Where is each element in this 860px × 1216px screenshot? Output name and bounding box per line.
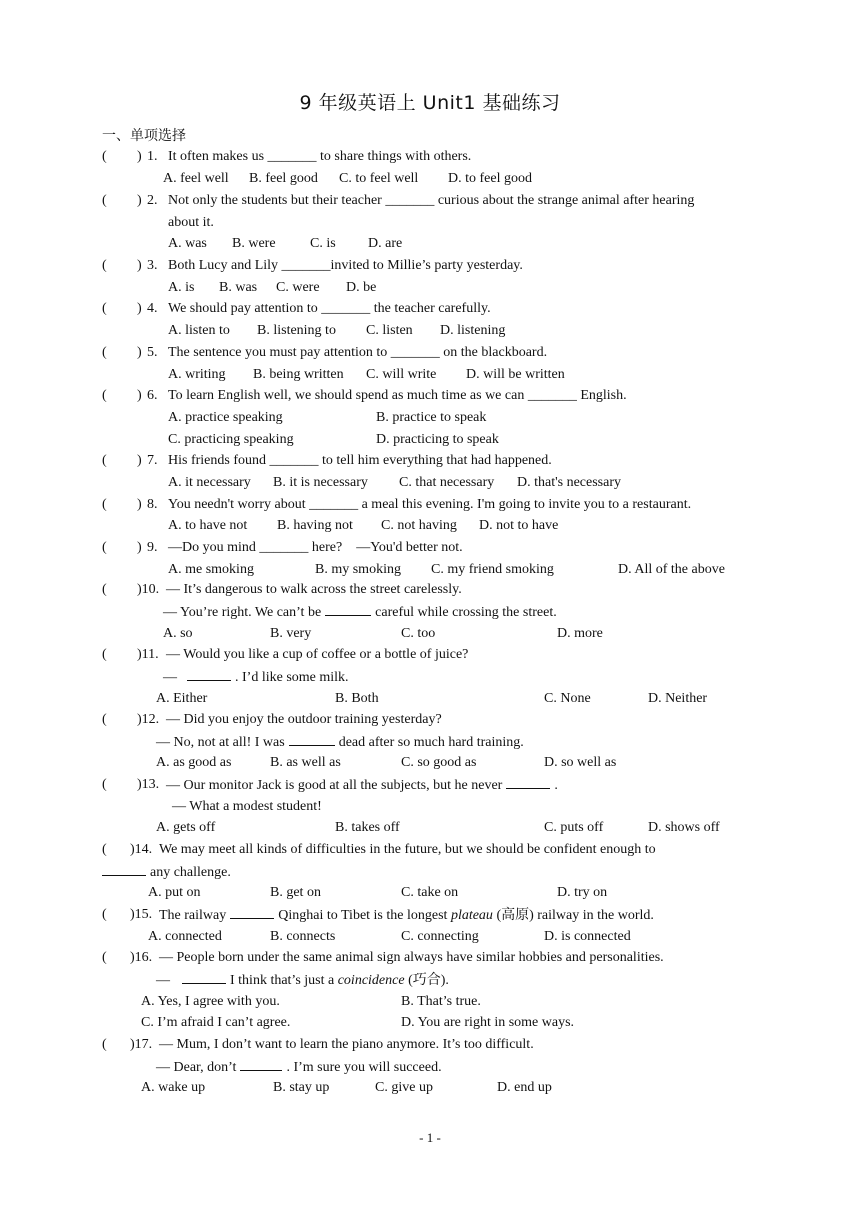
- question-number-11: )11.: [137, 647, 159, 662]
- option-a[interactable]: A. wake up: [141, 1080, 206, 1095]
- question-text-line1a: — Our monitor Jack is good at all the subjects, but he never: [166, 778, 503, 793]
- question-text-line2b: dead after so much hard training.: [338, 735, 524, 750]
- question-text-line2: about it.: [168, 215, 214, 230]
- fill-blank: [240, 1058, 282, 1071]
- answer-blank[interactable]: (: [102, 582, 107, 597]
- question-text-line2a: —: [163, 670, 177, 685]
- option-a[interactable]: A. listen to: [168, 323, 230, 338]
- option-d[interactable]: D. will be written: [466, 367, 565, 382]
- question-number-14: )14.: [130, 842, 153, 857]
- fill-blank: [102, 863, 146, 876]
- question-text: To learn English well, we should spend as much time as we can _______ English.: [168, 388, 627, 403]
- option-d[interactable]: D. All of the above: [618, 562, 725, 577]
- question-number-13: )13.: [137, 777, 160, 792]
- question-text-line1: — It’s dangerous to walk across the street carelessly.: [166, 582, 462, 597]
- option-b[interactable]: B. were: [232, 236, 276, 251]
- question-text-line2b: I think that’s just a: [230, 973, 335, 988]
- question-text-line2a: — You’re right. We can’t be: [163, 605, 322, 620]
- question-text-line1b: Qinghai to Tibet is the longest: [278, 908, 448, 923]
- question-number-1: 1.: [147, 149, 158, 164]
- option-c[interactable]: C. to feel well: [339, 171, 419, 186]
- answer-blank[interactable]: (: [102, 950, 107, 965]
- option-b[interactable]: B. takes off: [335, 820, 400, 835]
- italic-term: coincidence: [337, 973, 405, 988]
- question-text-line1: — People born under the same animal sign always have similar hobbies and personalities.: [159, 950, 664, 965]
- option-d[interactable]: D. shows off: [648, 820, 720, 835]
- option-c[interactable]: C. my friend smoking: [431, 562, 554, 577]
- option-b[interactable]: B. very: [270, 626, 312, 641]
- answer-blank[interactable]: (: [102, 149, 107, 164]
- option-d[interactable]: D. practicing to speak: [376, 432, 499, 447]
- option-d[interactable]: D. end up: [497, 1080, 552, 1095]
- fill-blank: [230, 906, 274, 919]
- question-number-15: )15.: [130, 907, 153, 922]
- option-b[interactable]: B. it is necessary: [273, 475, 368, 490]
- option-c[interactable]: C. practicing speaking: [168, 432, 294, 447]
- option-b[interactable]: B. listening to: [257, 323, 336, 338]
- question-text: It often makes us _______ to share things with others.: [168, 149, 472, 164]
- answer-blank[interactable]: (: [102, 388, 107, 403]
- option-a[interactable]: A. Either: [156, 691, 208, 706]
- question-text-line1b: .: [554, 778, 558, 793]
- option-c[interactable]: C. that necessary: [399, 475, 495, 490]
- option-a[interactable]: A. so: [163, 626, 193, 641]
- option-c[interactable]: C. were: [276, 280, 320, 295]
- option-a[interactable]: A. put on: [148, 885, 201, 900]
- option-a[interactable]: A. to have not: [168, 518, 248, 533]
- option-d[interactable]: D. try on: [557, 885, 608, 900]
- option-b[interactable]: B. Both: [335, 691, 379, 706]
- option-b[interactable]: B. was: [219, 280, 258, 295]
- question-number-4: 4.: [147, 301, 158, 316]
- question-text-line2c: (巧合).: [408, 973, 449, 988]
- option-b[interactable]: B. get on: [270, 885, 321, 900]
- question-text-line2b: . I’m sure you will succeed.: [286, 1060, 442, 1075]
- question-text: You needn't worry about _______ a meal this evening. I'm going to invite you to a restaurant.: [168, 497, 692, 512]
- option-a[interactable]: A. connected: [148, 929, 222, 944]
- question-text-line1: — Would you like a cup of coffee or a bottle of juice?: [166, 647, 469, 662]
- question-text-line1c: (高原) railway in the world.: [496, 908, 654, 923]
- fill-blank: [289, 733, 335, 746]
- option-a[interactable]: A. as good as: [156, 755, 232, 770]
- answer-blank[interactable]: (: [102, 453, 107, 468]
- fill-blank: [182, 971, 226, 984]
- option-c[interactable]: C. take on: [401, 885, 459, 900]
- option-b[interactable]: B. as well as: [270, 755, 341, 770]
- option-d[interactable]: D. to feel good: [448, 171, 532, 186]
- question-text-line2: any challenge.: [150, 865, 231, 880]
- option-c[interactable]: C. connecting: [401, 929, 479, 944]
- question-text-line2: — What a modest student!: [172, 799, 322, 814]
- fill-blank: [506, 776, 550, 789]
- question-text: His friends found _______ to tell him everything that had happened.: [168, 453, 552, 468]
- question-text: The sentence you must pay attention to _______ on the blackboard.: [168, 345, 548, 360]
- option-a[interactable]: A. is: [168, 280, 195, 295]
- option-c[interactable]: C. not having: [381, 518, 457, 533]
- option-b[interactable]: B. practice to speak: [376, 410, 487, 425]
- option-a[interactable]: A. it necessary: [168, 475, 251, 490]
- answer-blank[interactable]: (: [102, 647, 107, 662]
- option-c[interactable]: C. too: [401, 626, 436, 641]
- question-number-12: )12.: [137, 712, 160, 727]
- answer-blank[interactable]: (: [102, 1037, 107, 1052]
- option-c[interactable]: C. listen: [366, 323, 413, 338]
- option-d[interactable]: D. is connected: [544, 929, 631, 944]
- fill-blank: [325, 603, 371, 616]
- question-number-8: 8.: [147, 497, 158, 512]
- option-d[interactable]: D. be: [346, 280, 377, 295]
- option-d[interactable]: D. You are right in some ways.: [401, 1015, 575, 1030]
- option-d[interactable]: D. so well as: [544, 755, 617, 770]
- question-text-line1: We may meet all kinds of difficulties in the future, but we should be confident enough to: [159, 842, 656, 857]
- question-text-line2a: —: [156, 973, 170, 988]
- answer-blank[interactable]: (: [102, 301, 107, 316]
- option-b[interactable]: B. connects: [270, 929, 336, 944]
- option-d[interactable]: D. that's necessary: [517, 475, 621, 490]
- question-text: Both Lucy and Lily _______invited to Millie’s party yesterday.: [168, 258, 523, 273]
- option-a[interactable]: A. practice speaking: [168, 410, 283, 425]
- option-a[interactable]: A. writing: [168, 367, 226, 382]
- section-heading: 一、单项选择: [102, 128, 186, 144]
- page-title: 9 年级英语上 Unit1 基础练习: [299, 92, 561, 114]
- question-number-2: 2.: [147, 193, 158, 208]
- option-c[interactable]: C. puts off: [544, 820, 604, 835]
- question-text-line1a: The railway: [159, 908, 227, 923]
- fill-blank: [187, 668, 231, 681]
- option-a[interactable]: A. was: [168, 236, 207, 251]
- question-text-line1: — Did you enjoy the outdoor training yesterday?: [166, 712, 442, 727]
- question-number-16: )16.: [130, 950, 153, 965]
- question-number-3: 3.: [147, 258, 158, 273]
- answer-blank[interactable]: (: [102, 497, 107, 512]
- option-c[interactable]: C. give up: [375, 1080, 433, 1095]
- option-c[interactable]: C. will write: [366, 367, 437, 382]
- page-number: - 1 -: [419, 1130, 441, 1145]
- option-a[interactable]: A. gets off: [156, 820, 216, 835]
- answer-blank[interactable]: (: [102, 193, 107, 208]
- question-text-line2a: — Dear, don’t: [156, 1060, 237, 1075]
- option-d[interactable]: D. not to have: [479, 518, 559, 533]
- answer-blank[interactable]: (: [102, 907, 107, 922]
- question-number-5: 5.: [147, 345, 158, 360]
- question-text-line1: Not only the students but their teacher _______ curious about the strange animal after hearing: [168, 193, 695, 208]
- answer-blank[interactable]: (: [102, 540, 107, 555]
- option-c[interactable]: C. None: [544, 691, 591, 706]
- option-b[interactable]: B. my smoking: [315, 562, 401, 577]
- option-d[interactable]: D. Neither: [648, 691, 708, 706]
- answer-blank[interactable]: (: [102, 712, 107, 727]
- option-d[interactable]: D. more: [557, 626, 603, 641]
- question-text: —Do you mind _______ here? —You'd better not.: [168, 540, 463, 555]
- question-text-line1: — Mum, I don’t want to learn the piano anymore. It’s too difficult.: [159, 1037, 534, 1052]
- question-text: We should pay attention to _______ the teacher carefully.: [168, 301, 491, 316]
- question-number-6: 6.: [147, 388, 158, 403]
- option-a[interactable]: A. me smoking: [168, 562, 254, 577]
- option-b[interactable]: B. being written: [253, 367, 344, 382]
- question-text-line2a: — No, not at all! I was: [156, 735, 285, 750]
- question-number-7: 7.: [147, 453, 158, 468]
- question-number-9: 9.: [147, 540, 158, 555]
- answer-blank[interactable]: (: [102, 777, 107, 792]
- option-b[interactable]: B. having not: [277, 518, 353, 533]
- answer-blank[interactable]: (: [102, 842, 107, 857]
- option-c[interactable]: C. I’m afraid I can’t agree.: [141, 1015, 291, 1030]
- option-c[interactable]: C. so good as: [401, 755, 477, 770]
- question-text-line2b: . I’d like some milk.: [235, 670, 349, 685]
- option-a[interactable]: A. feel well: [163, 171, 229, 186]
- answer-blank[interactable]: (: [102, 258, 107, 273]
- italic-term: plateau: [450, 908, 493, 923]
- question-number-10: )10.: [137, 582, 160, 597]
- option-d[interactable]: D. listening: [440, 323, 506, 338]
- option-c[interactable]: C. is: [310, 236, 336, 251]
- option-d[interactable]: D. are: [368, 236, 403, 251]
- answer-blank[interactable]: (: [102, 345, 107, 360]
- option-b[interactable]: B. stay up: [273, 1080, 330, 1095]
- option-b[interactable]: B. feel good: [249, 171, 318, 186]
- option-b[interactable]: B. That’s true.: [401, 994, 481, 1009]
- option-a[interactable]: A. Yes, I agree with you.: [141, 994, 280, 1009]
- question-text-line2b: careful while crossing the street.: [375, 605, 557, 620]
- question-number-17: )17.: [130, 1037, 153, 1052]
